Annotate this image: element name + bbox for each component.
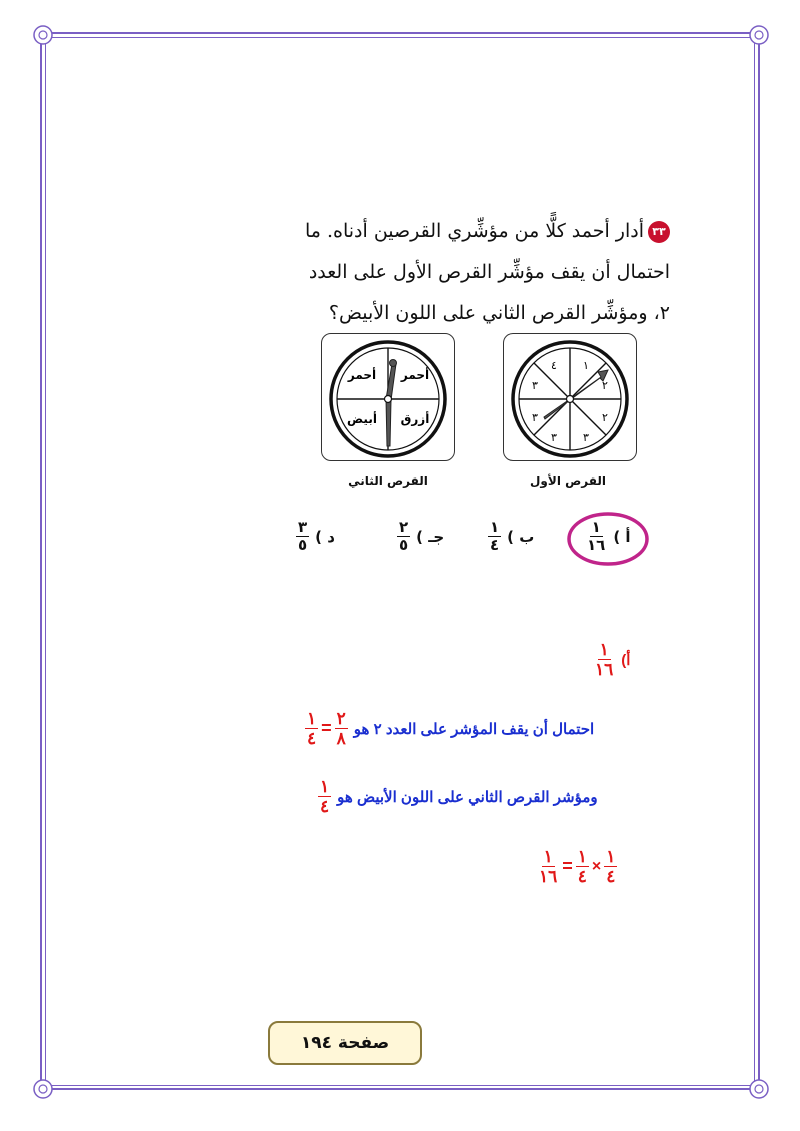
fraction: $\frac{١}{١٦}$	[595, 640, 614, 679]
solution-line-one	[305, 710, 594, 747]
solution-answer-letter: أ)	[621, 651, 631, 669]
spinner-one-label: القرص الأول	[530, 474, 606, 488]
question-number-badge: ٣٣	[648, 221, 670, 243]
fraction: $\frac{١}{٤}$	[577, 847, 587, 886]
spinner-one-section-label: ١	[583, 359, 589, 372]
spinner-one-section-label: ٢	[602, 411, 608, 424]
spinner-one-section-label: ٣	[583, 431, 589, 444]
spinner-two-label: القرص الثاني	[348, 474, 428, 488]
times-sign: ×	[591, 857, 602, 875]
spinner-two	[321, 333, 455, 461]
question-line: ٣٣أدار أحمد كلًّا من مؤشِّري القرصين أدناه. ما	[250, 211, 670, 252]
frame-corner-ornament-icon	[32, 24, 54, 46]
option-letter: أ )	[613, 527, 631, 546]
solution-line-three	[537, 848, 617, 885]
spinner-one	[503, 333, 637, 461]
question-text	[250, 211, 670, 334]
spinner-two-section-label: أحمر	[347, 368, 377, 382]
fraction: $\frac{١}{٤}$	[307, 709, 317, 748]
frame-corner-ornament-icon	[32, 1078, 54, 1100]
spinner-one-section-label: ٢	[602, 379, 608, 392]
question-line: ٢، ومؤشِّر القرص الثاني على اللون الأبيض؟	[328, 302, 670, 324]
spinner-one-section-label: ٣	[532, 411, 538, 424]
solution-math	[318, 778, 331, 815]
option-letter: ب )	[507, 527, 535, 546]
solution-answer	[593, 641, 630, 678]
spinner-one-section-label: ٣	[532, 379, 538, 392]
spinner-one-wheel	[504, 334, 636, 460]
page-number-box: صفحة ١٩٤	[268, 1021, 422, 1065]
fraction: $\frac{١}{٤}$	[490, 518, 500, 554]
solution-math	[305, 710, 348, 747]
option-a[interactable]	[585, 520, 631, 553]
solution-text: ومؤشر القرص الثاني على اللون الأبيض هو	[337, 788, 598, 806]
option-d[interactable]	[296, 520, 335, 553]
option-letter: د )	[315, 527, 335, 546]
question-line: احتمال أن يقف مؤشِّر القرص الأول على العدد	[308, 261, 670, 283]
spinner-one-section-label: ٣	[551, 431, 557, 444]
option-b[interactable]	[488, 520, 534, 553]
equals-sign: =	[321, 718, 332, 738]
option-letter: جـ )	[416, 527, 445, 546]
fraction: $\frac{١}{٤}$	[606, 847, 616, 886]
frame-corner-ornament-icon	[748, 1078, 770, 1100]
fraction: $\frac{٣}{٥}$	[298, 518, 308, 554]
fraction: $\frac{٢}{٨}$	[336, 709, 346, 748]
spinner-two-section-label: أبيض	[347, 412, 377, 426]
fraction: $\frac{١}{١٦}$	[539, 847, 558, 886]
spinner-two-wheel	[322, 334, 454, 460]
spinner-one-section-label: ٤	[551, 359, 557, 372]
option-c[interactable]	[397, 520, 444, 553]
spinner-two-section-label: أحمر	[400, 368, 430, 382]
fraction: $\frac{١}{٤}$	[320, 777, 330, 816]
fraction: $\frac{١}{١٦}$	[587, 518, 606, 554]
solution-text: احتمال أن يقف المؤشر على العدد ٢ هو	[353, 720, 595, 738]
frame-corner-ornament-icon	[748, 24, 770, 46]
solution-line-two	[318, 778, 598, 815]
fraction: $\frac{٢}{٥}$	[399, 518, 409, 554]
spinner-two-section-label: أزرق	[400, 412, 430, 426]
equals-sign: =	[562, 856, 573, 876]
